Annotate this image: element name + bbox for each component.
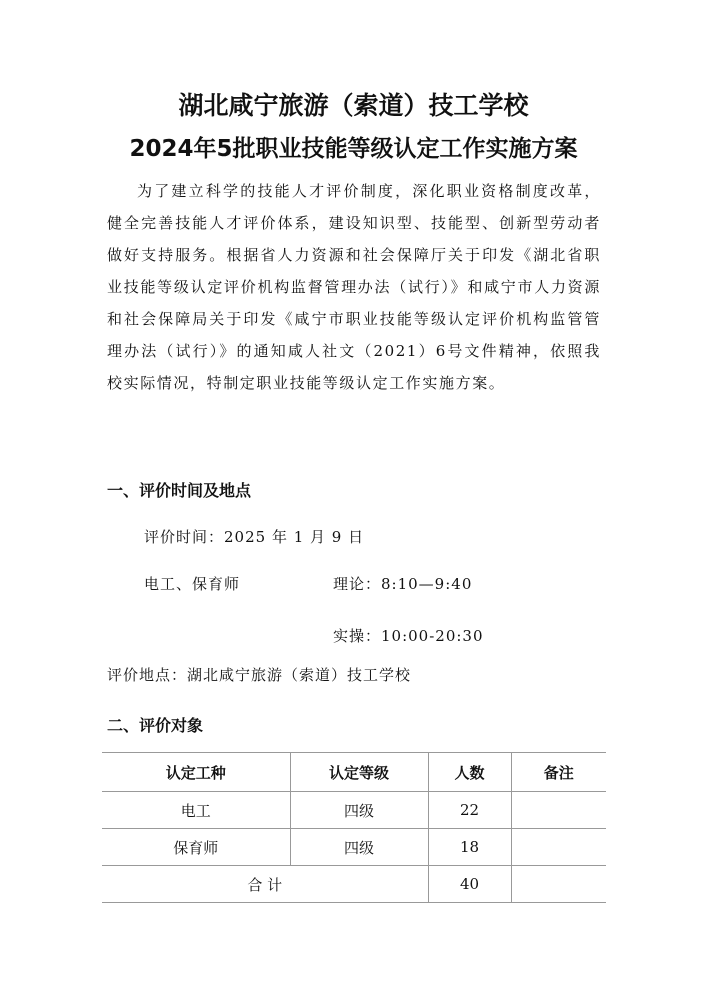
table-total-row — [102, 866, 606, 903]
table-header-count: 人数 — [428, 753, 511, 792]
table-cell-count: 18 — [428, 829, 511, 866]
document-title: 湖北咸宁旅游（索道）技工学校 — [178, 91, 529, 120]
table-cell-level: 四级 — [290, 792, 428, 829]
table-cell-note — [511, 792, 606, 829]
theory-schedule: 理论：8:10—9:40 — [333, 575, 473, 593]
section-heading-targets: 二、评价对象 — [107, 716, 204, 735]
evaluation-jobs: 电工、保育师 — [144, 575, 241, 593]
document-subtitle: 2024年5批职业技能等级认定工作实施方案 — [129, 136, 578, 162]
evaluation-place: 评价地点：湖北咸宁旅游（索道）技工学校 — [107, 666, 412, 684]
table-cell-count: 22 — [428, 792, 511, 829]
table-row — [102, 829, 606, 866]
evaluation-table — [102, 752, 606, 903]
table-cell-job: 电工 — [102, 792, 290, 829]
table-total-note — [511, 866, 606, 903]
table-header-row — [102, 753, 606, 792]
table-header-job: 认定工种 — [102, 753, 290, 792]
table-cell-note — [511, 829, 606, 866]
section-heading-time-place: 一、评价时间及地点 — [107, 481, 252, 500]
practice-schedule: 实操：10:00-20:30 — [333, 627, 484, 645]
table-total-count: 40 — [428, 866, 511, 903]
evaluation-time: 评价时间：2025 年 1 月 9 日 — [144, 528, 365, 546]
table-total-label: 合 计 — [102, 866, 428, 903]
table-header-note: 备注 — [511, 753, 606, 792]
table-cell-level: 四级 — [290, 829, 428, 866]
intro-paragraph: 为了建立科学的技能人才评价制度，深化职业资格制度改革，健全完善技能人才评价体系，建设知识型、技能型、创新型劳动者做好支持服务。根据省人力资源和社会保障厅关于印发《湖北省职业技能等级认定评价机构监督管理办法（试行）》和咸宁市人力资源和社会保障局关于印发《咸宁市职业技能等级认定评价机构监管管理办法（试行）》的通知咸人社文（2021）6号文件精神，依照我校实际情况，特制定职业技能等级认定工作实施方案。 — [107, 182, 601, 392]
table-cell-job: 保育师 — [102, 829, 290, 866]
table-header-level: 认定等级 — [290, 753, 428, 792]
table-row — [102, 792, 606, 829]
